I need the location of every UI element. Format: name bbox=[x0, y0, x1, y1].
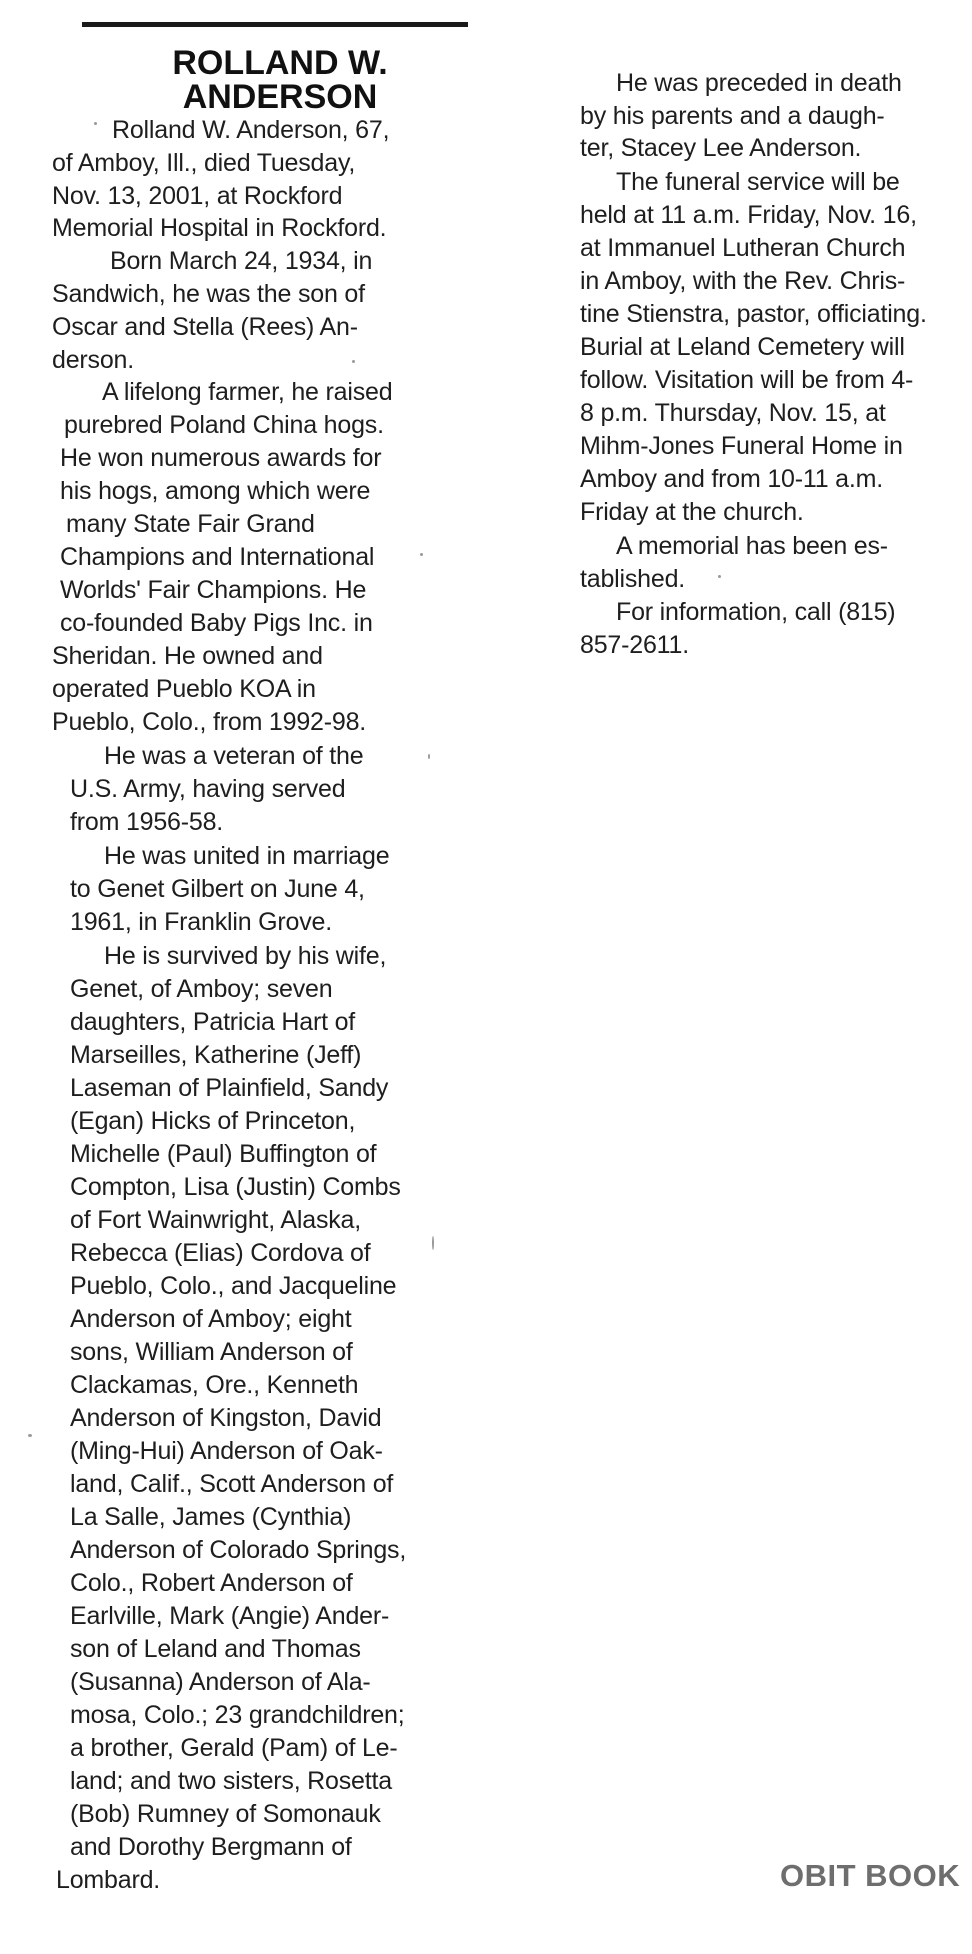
text-line: land, Calif., Scott Anderson of bbox=[70, 1470, 394, 1498]
text-line: Nov. 13, 2001, at Rockford bbox=[52, 182, 343, 210]
text-line: Compton, Lisa (Justin) Combs bbox=[70, 1173, 401, 1201]
text-line: He won numerous awards for bbox=[60, 444, 382, 472]
scan-speck bbox=[94, 122, 97, 125]
text-line: Burial at Leland Cemetery will bbox=[580, 333, 905, 361]
text-line: He was preceded in death bbox=[616, 69, 902, 97]
scan-speck bbox=[428, 754, 430, 759]
text-line: A lifelong farmer, he raised bbox=[102, 378, 393, 406]
text-line: La Salle, James (Cynthia) bbox=[70, 1503, 352, 1531]
text-line: Clackamas, Ore., Kenneth bbox=[70, 1371, 359, 1399]
top-rule bbox=[82, 22, 468, 27]
text-line: Pueblo, Colo., and Jacqueline bbox=[70, 1272, 397, 1300]
text-line: purebred Poland China hogs. bbox=[64, 411, 384, 439]
text-line: Anderson of Kingston, David bbox=[70, 1404, 382, 1432]
text-line: of Amboy, Ill., died Tuesday, bbox=[52, 149, 356, 177]
text-line: Champions and International bbox=[60, 543, 375, 571]
text-line: Anderson of Colorado Springs, bbox=[70, 1536, 407, 1564]
scan-speck bbox=[718, 575, 721, 578]
text-line: of Fort Wainwright, Alaska, bbox=[70, 1206, 361, 1234]
text-line: follow. Visitation will be from 4- bbox=[580, 366, 914, 394]
text-line: land; and two sisters, Rosetta bbox=[70, 1767, 392, 1795]
text-line: He was a veteran of the bbox=[104, 742, 364, 770]
scan-speck bbox=[352, 360, 355, 363]
text-line: 8 p.m. Thursday, Nov. 15, at bbox=[580, 399, 886, 427]
text-line: daughters, Patricia Hart of bbox=[70, 1008, 356, 1036]
text-line: at Immanuel Lutheran Church bbox=[580, 234, 906, 262]
text-line: from 1956-58. bbox=[70, 808, 224, 836]
text-line: Born March 24, 1934, in bbox=[110, 247, 373, 275]
text-line: Amboy and from 10-11 a.m. bbox=[580, 465, 884, 493]
text-line: co-founded Baby Pigs Inc. in bbox=[60, 609, 373, 637]
text-line: ter, Stacey Lee Anderson. bbox=[580, 134, 862, 162]
text-line: son of Leland and Thomas bbox=[70, 1635, 361, 1663]
text-line: He is survived by his wife, bbox=[104, 942, 387, 970]
text-line: operated Pueblo KOA in bbox=[52, 675, 316, 703]
text-line: For information, call (815) bbox=[616, 598, 896, 626]
text-line: A memorial has been es- bbox=[616, 532, 888, 560]
text-line: and Dorothy Bergmann of bbox=[70, 1833, 352, 1861]
text-line: in Amboy, with the Rev. Chris- bbox=[580, 267, 906, 295]
text-line: Friday at the church. bbox=[580, 498, 804, 526]
text-line: (Bob) Rumney of Somonauk bbox=[70, 1800, 381, 1828]
text-line: (Ming-Hui) Anderson of Oak- bbox=[70, 1437, 383, 1465]
text-line: Genet, of Amboy; seven bbox=[70, 975, 333, 1003]
text-line: by his parents and a daugh- bbox=[580, 102, 885, 130]
text-line: 857-2611. bbox=[580, 631, 689, 659]
obituary-name-line-2: ANDERSON bbox=[182, 78, 378, 116]
text-line: The funeral service will be bbox=[616, 168, 900, 196]
text-line: tine Stienstra, pastor, officiating. bbox=[580, 300, 927, 328]
text-line: Rebecca (Elias) Cordova of bbox=[70, 1239, 371, 1267]
scan-speck bbox=[420, 553, 423, 556]
text-line: Colo., Robert Anderson of bbox=[70, 1569, 353, 1597]
text-line: many State Fair Grand bbox=[66, 510, 315, 538]
text-line: Sandwich, he was the son of bbox=[52, 280, 365, 308]
obit-book-stamp: OBIT BOOK bbox=[780, 1858, 961, 1893]
text-line: Sheridan. He owned and bbox=[52, 642, 323, 670]
text-line: Oscar and Stella (Rees) An- bbox=[52, 313, 358, 341]
text-line: (Egan) Hicks of Princeton, bbox=[70, 1107, 356, 1135]
text-line: U.S. Army, having served bbox=[70, 775, 346, 803]
scan-speck bbox=[432, 1236, 434, 1250]
text-line: Memorial Hospital in Rockford. bbox=[52, 214, 387, 242]
text-line: He was united in marriage bbox=[104, 842, 390, 870]
text-line: Pueblo, Colo., from 1992-98. bbox=[52, 708, 367, 736]
text-line: mosa, Colo.; 23 grandchildren; bbox=[70, 1701, 405, 1729]
text-line: Michelle (Paul) Buffington of bbox=[70, 1140, 377, 1168]
scan-speck bbox=[28, 1434, 32, 1437]
text-line: Worlds' Fair Champions. He bbox=[60, 576, 367, 604]
text-line: 1961, in Franklin Grove. bbox=[70, 908, 332, 936]
text-line: Laseman of Plainfield, Sandy bbox=[70, 1074, 389, 1102]
text-line: sons, William Anderson of bbox=[70, 1338, 353, 1366]
text-line: Marseilles, Katherine (Jeff) bbox=[70, 1041, 362, 1069]
text-line: Earlville, Mark (Angie) Ander- bbox=[70, 1602, 390, 1630]
text-line: Anderson of Amboy; eight bbox=[70, 1305, 352, 1333]
obituary-name-line-1: ROLLAND W. bbox=[172, 44, 388, 82]
text-line: a brother, Gerald (Pam) of Le- bbox=[70, 1734, 398, 1762]
text-line: derson. bbox=[52, 346, 134, 374]
text-line: Rolland W. Anderson, 67, bbox=[112, 116, 390, 144]
text-line: (Susanna) Anderson of Ala- bbox=[70, 1668, 371, 1696]
text-line: held at 11 a.m. Friday, Nov. 16, bbox=[580, 201, 917, 229]
text-line: Mihm-Jones Funeral Home in bbox=[580, 432, 903, 460]
text-line: his hogs, among which were bbox=[60, 477, 371, 505]
text-line: tablished. bbox=[580, 565, 686, 593]
text-line: Lombard. bbox=[56, 1866, 161, 1894]
text-line: to Genet Gilbert on June 4, bbox=[70, 875, 365, 903]
